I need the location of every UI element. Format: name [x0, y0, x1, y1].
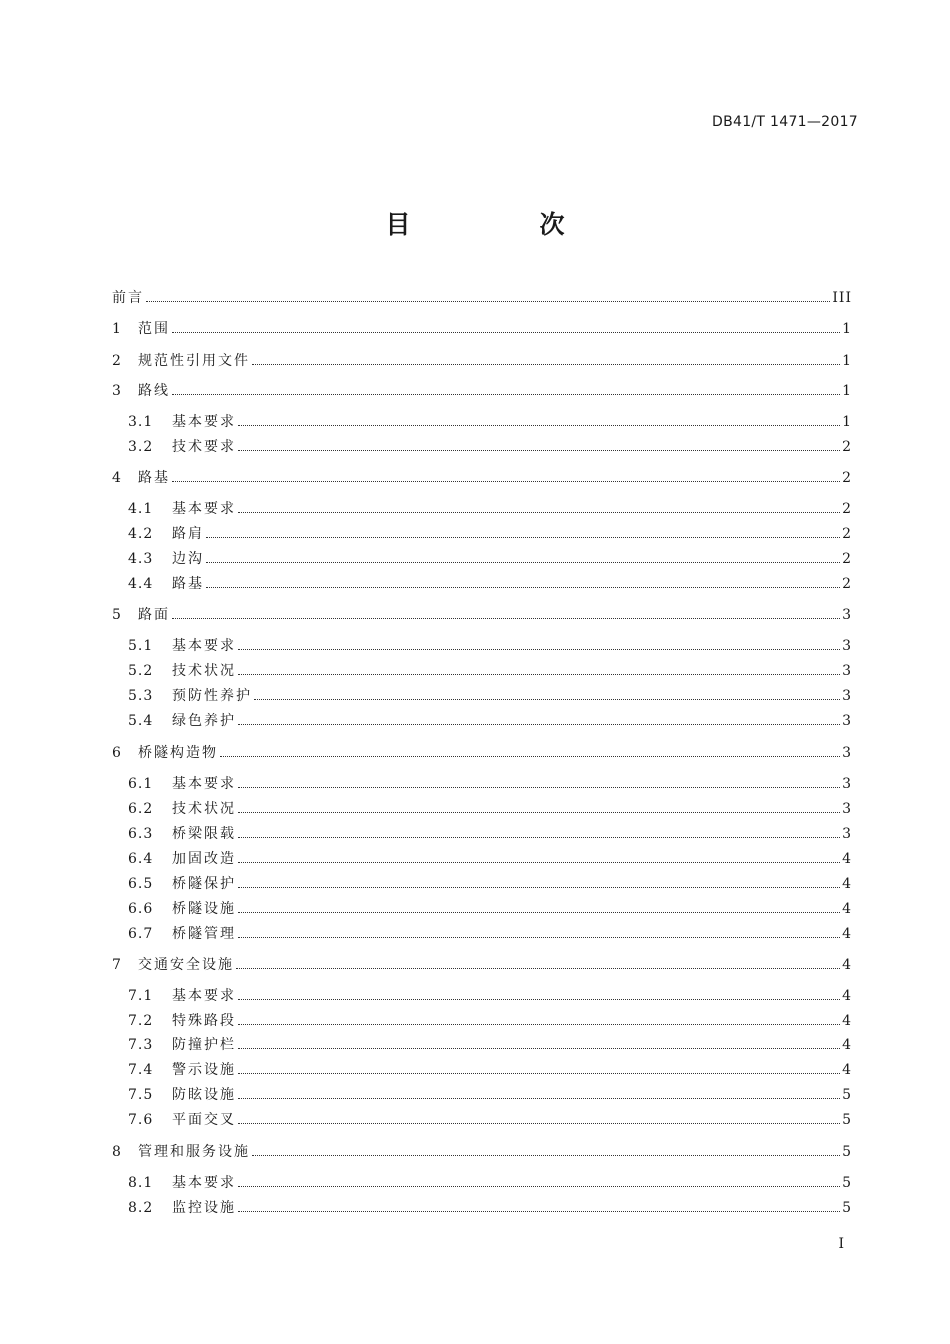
- toc-entry-page: 5: [842, 1112, 852, 1128]
- toc-entry-number: 5.1: [128, 638, 154, 654]
- toc-entry-page: 4: [842, 1013, 852, 1029]
- toc-entry-number: 4.4: [128, 576, 154, 592]
- toc-entry-page: 3: [842, 713, 852, 729]
- toc-dot-leader: [238, 1122, 840, 1124]
- toc-dot-leader: [172, 480, 840, 482]
- toc-entry-page: 2: [842, 526, 852, 542]
- toc-entry-label: 规范性引用文件: [138, 353, 250, 369]
- toc-entry-page: 4: [842, 988, 852, 1004]
- toc-dot-leader: [238, 786, 840, 788]
- toc-entry-number: 7.5: [128, 1087, 154, 1103]
- toc-entry-number: 7.3: [128, 1037, 154, 1053]
- toc-entry-number: 7.1: [128, 988, 154, 1004]
- toc-entry[interactable]: [112, 469, 852, 487]
- toc-entry[interactable]: [128, 850, 852, 868]
- toc-entry-number: 4: [112, 470, 121, 486]
- toc-dot-leader: [238, 1023, 840, 1025]
- toc-entry-page: III: [832, 290, 852, 306]
- toc-dot-leader: [172, 393, 840, 395]
- toc-entry-page: 1: [842, 383, 852, 399]
- toc-entry-label: 技术要求: [172, 439, 236, 455]
- toc-dot-leader: [238, 886, 840, 888]
- toc-entry-label: 警示设施: [172, 1062, 236, 1078]
- toc-entry-page: 5: [842, 1175, 852, 1191]
- toc-entry-label: 基本要求: [172, 638, 236, 654]
- toc-entry-label: 交通安全设施: [138, 957, 234, 973]
- toc-entry-label: 特殊路段: [172, 1013, 236, 1029]
- toc-entry[interactable]: [128, 1061, 852, 1079]
- toc-entry-number: 4.2: [128, 526, 154, 542]
- toc-dot-leader: [238, 723, 840, 725]
- toc-dot-leader: [172, 617, 840, 619]
- toc-entry[interactable]: [128, 825, 852, 843]
- toc-entry[interactable]: [128, 550, 852, 568]
- toc-entry-number: 6.3: [128, 826, 154, 842]
- toc-entry-page: 5: [842, 1200, 852, 1216]
- toc-dot-leader: [220, 755, 840, 757]
- toc-dot-leader: [238, 998, 840, 1000]
- toc-entry-page: 3: [842, 688, 852, 704]
- toc-entry-page: 3: [842, 801, 852, 817]
- toc-entry-number: 4.3: [128, 551, 154, 567]
- toc-entry-label: 技术状况: [172, 801, 236, 817]
- toc-entry[interactable]: [128, 800, 852, 818]
- toc-entry-label: 边沟: [172, 551, 204, 567]
- toc-entry-number: 8: [112, 1144, 121, 1160]
- toc-entry-label: 基本要求: [172, 414, 236, 430]
- toc-entry-number: 7.4: [128, 1062, 154, 1078]
- toc-entry[interactable]: [128, 500, 852, 518]
- toc-entry[interactable]: [128, 925, 852, 943]
- toc-entry-label: 桥隧设施: [172, 901, 236, 917]
- toc-entry[interactable]: [128, 775, 852, 793]
- toc-dot-leader: [252, 1154, 840, 1156]
- toc-entry-label: 防眩设施: [172, 1087, 236, 1103]
- toc-entry-label: 路线: [138, 383, 170, 399]
- toc-entry-page: 1: [842, 414, 852, 430]
- toc-dot-leader: [172, 331, 840, 333]
- toc-entry-page: 4: [842, 901, 852, 917]
- toc-entry-number: 3.1: [128, 414, 154, 430]
- toc-entry-page: 2: [842, 439, 852, 455]
- toc-entry[interactable]: [112, 606, 852, 624]
- toc-entry-page: 4: [842, 1062, 852, 1078]
- toc-entry-number: 7.6: [128, 1112, 154, 1128]
- toc-entry[interactable]: [112, 289, 852, 307]
- toc-entry-label: 范围: [138, 321, 170, 337]
- toc-entry-label: 基本要求: [172, 776, 236, 792]
- toc-entry-number: 6.6: [128, 901, 154, 917]
- toc-entry-number: 6.5: [128, 876, 154, 892]
- toc-dot-leader: [238, 1072, 840, 1074]
- toc-entry-page: 3: [842, 776, 852, 792]
- toc-entry-number: 5.3: [128, 688, 154, 704]
- toc-entry-label: 预防性养护: [172, 688, 252, 704]
- toc-entry-label: 路基: [172, 576, 204, 592]
- toc-entry-number: 8.2: [128, 1200, 154, 1216]
- toc-entry[interactable]: [128, 637, 852, 655]
- toc-dot-leader: [238, 1047, 840, 1049]
- toc-entry-label: 防撞护栏: [172, 1037, 236, 1053]
- toc-entry[interactable]: [128, 900, 852, 918]
- standard-code: DB41/T 1471—2017: [712, 114, 858, 130]
- toc-entry-label: 技术状况: [172, 663, 236, 679]
- toc-entry[interactable]: [128, 575, 852, 593]
- toc-entry-label: 路基: [138, 470, 170, 486]
- toc-entry-label: 加固改造: [172, 851, 236, 867]
- toc-dot-leader: [238, 1097, 840, 1099]
- toc-entry[interactable]: [112, 320, 852, 338]
- toc-entry-page: 3: [842, 826, 852, 842]
- toc-dot-leader: [238, 673, 840, 675]
- toc-entry[interactable]: [128, 525, 852, 543]
- toc-entry-page: 5: [842, 1087, 852, 1103]
- toc-entry[interactable]: [128, 1012, 852, 1030]
- toc-entry-page: 4: [842, 851, 852, 867]
- toc-entry[interactable]: [128, 687, 852, 705]
- toc-entry[interactable]: [128, 712, 852, 730]
- toc-entry-page: 5: [842, 1144, 852, 1160]
- toc-dot-leader: [238, 811, 840, 813]
- toc-entry[interactable]: [112, 1143, 852, 1161]
- toc-dot-leader: [146, 300, 830, 302]
- toc-dot-leader: [238, 911, 840, 913]
- toc-dot-leader: [206, 586, 840, 588]
- toc-entry-label: 基本要求: [172, 1175, 236, 1191]
- toc-entry[interactable]: [128, 987, 852, 1005]
- toc-entry-page: 2: [842, 576, 852, 592]
- toc-entry[interactable]: [112, 956, 852, 974]
- toc-entry-label: 桥梁限载: [172, 826, 236, 842]
- toc-entry-label: 平面交叉: [172, 1112, 236, 1128]
- toc-entry[interactable]: [128, 438, 852, 456]
- toc-dot-leader: [252, 363, 840, 365]
- toc-entry-number: 7: [112, 957, 121, 973]
- toc-entry-page: 4: [842, 876, 852, 892]
- page-title: 目 次: [385, 210, 617, 239]
- toc-entry-number: 6.1: [128, 776, 154, 792]
- toc-entry-label: 绿色养护: [172, 713, 236, 729]
- toc-entry-label: 基本要求: [172, 988, 236, 1004]
- toc-entry-page: 2: [842, 501, 852, 517]
- toc-entry-label: 管理和服务设施: [138, 1144, 250, 1160]
- toc-entry[interactable]: [128, 1086, 852, 1104]
- toc-entry[interactable]: [112, 744, 852, 762]
- toc-entry-number: 6.2: [128, 801, 154, 817]
- toc-entry-number: 5.4: [128, 713, 154, 729]
- toc-entry-page: 4: [842, 926, 852, 942]
- toc-entry-label: 监控设施: [172, 1200, 236, 1216]
- toc-entry-label: 前言: [112, 290, 144, 306]
- toc-entry-page: 1: [842, 321, 852, 337]
- toc-entry-page: 3: [842, 745, 852, 761]
- toc-entry[interactable]: [112, 352, 852, 370]
- toc-entry-label: 桥隧管理: [172, 926, 236, 942]
- toc-entry-page: 4: [842, 957, 852, 973]
- toc-entry-page: 1: [842, 353, 852, 369]
- toc-entry-page: 2: [842, 470, 852, 486]
- toc-entry-label: 基本要求: [172, 501, 236, 517]
- toc-dot-leader: [238, 449, 840, 451]
- toc-entry[interactable]: [128, 1174, 852, 1192]
- toc-entry-page: 3: [842, 663, 852, 679]
- toc-entry-page: 4: [842, 1037, 852, 1053]
- toc-entry-number: 6.4: [128, 851, 154, 867]
- toc-entry-label: 桥隧保护: [172, 876, 236, 892]
- toc-dot-leader: [206, 536, 840, 538]
- toc-entry-number: 5.2: [128, 663, 154, 679]
- toc-dot-leader: [238, 511, 840, 513]
- toc-entry-number: 6: [112, 745, 121, 761]
- toc-dot-leader: [238, 836, 840, 838]
- toc-entry[interactable]: [128, 662, 852, 680]
- toc-dot-leader: [238, 424, 840, 426]
- toc-entry[interactable]: [128, 413, 852, 431]
- toc-entry-page: 3: [842, 638, 852, 654]
- toc-entry-number: 3: [112, 383, 121, 399]
- toc-entry-number: 5: [112, 607, 121, 623]
- toc-entry-number: 4.1: [128, 501, 154, 517]
- toc-entry[interactable]: [128, 875, 852, 893]
- toc-entry-number: 1: [112, 321, 121, 337]
- toc-dot-leader: [238, 861, 840, 863]
- toc-entry-number: 7.2: [128, 1013, 154, 1029]
- toc-entry[interactable]: [128, 1036, 852, 1054]
- toc-dot-leader: [238, 648, 840, 650]
- toc-dot-leader: [238, 936, 840, 938]
- toc-entry-number: 2: [112, 353, 121, 369]
- toc-entry-page: 3: [842, 607, 852, 623]
- toc-entry[interactable]: [128, 1111, 852, 1129]
- toc-dot-leader: [254, 698, 840, 700]
- toc-entry-number: 3.2: [128, 439, 154, 455]
- toc-dot-leader: [236, 967, 840, 969]
- footer-page-number: I: [838, 1236, 844, 1252]
- toc-dot-leader: [238, 1210, 840, 1212]
- toc-entry-number: 8.1: [128, 1175, 154, 1191]
- toc-entry[interactable]: [112, 382, 852, 400]
- toc-entry[interactable]: [128, 1199, 852, 1217]
- toc-entry-number: 6.7: [128, 926, 154, 942]
- toc-entry-label: 路肩: [172, 526, 204, 542]
- toc-entry-label: 桥隧构造物: [138, 745, 218, 761]
- toc-entry-label: 路面: [138, 607, 170, 623]
- toc-entry-page: 2: [842, 551, 852, 567]
- toc-dot-leader: [206, 561, 840, 563]
- toc-dot-leader: [238, 1185, 840, 1187]
